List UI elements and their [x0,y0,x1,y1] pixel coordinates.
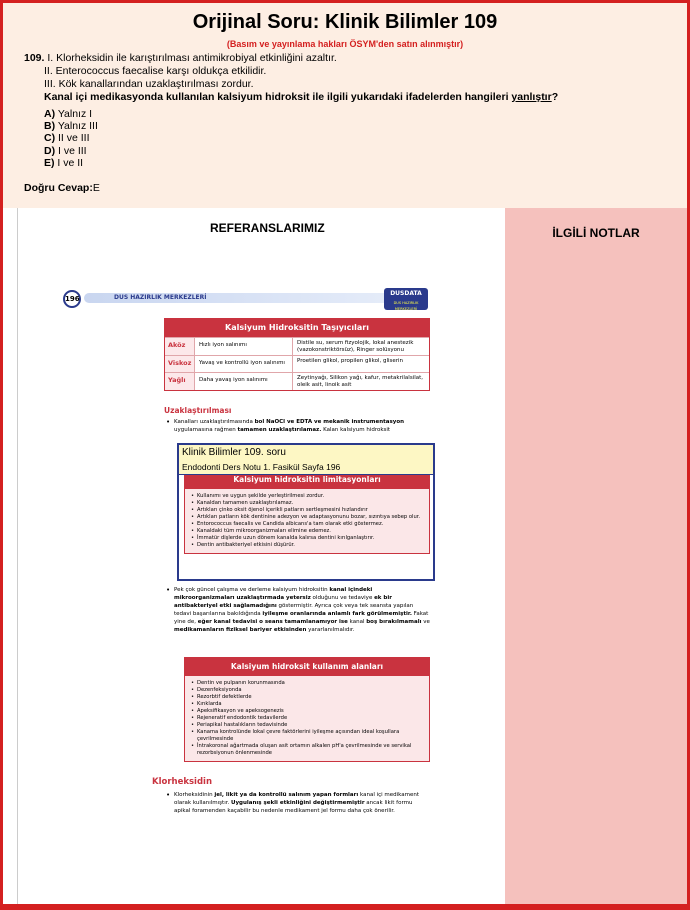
statement-3: III. Kök kanallarından uzaklaştırılması zordur. [44,78,254,90]
removal-paragraph: • Kanalları uzaklaştırılmasında bol NaOCl ve EDTA ve mekanik instrumentasyon uygulamasına rağmen tamamen uzaklaştırılamaz. Kalan kalsiyum hidroksit [174,418,430,434]
list-item: • Kullanımı ve uygun şekilde yerleştirilmesi zordur. [197,493,421,500]
question-panel [3,3,687,208]
option-a: A) Yalnız I [44,108,93,120]
list-item: • Kanama kontrolünde lokal çevre faktörlerini iyileşme açısından ideal koşullara çevrilmesinde [197,729,421,743]
answer-options [44,108,98,169]
limitations-table-title: Kalsiyum hidroksitin limitasyonları [185,471,429,489]
list-item: • Apeksifikasyon ve apeksogenezis [197,708,421,715]
list-item: • Kırıklarda [197,701,421,708]
book-page-number: 196 [63,290,81,308]
carriers-table [164,318,430,391]
dusdata-logo: DUSDATA DUS HAZIRLIK MERKEZLERİ [384,288,428,310]
option-d: D) I ve III [44,144,87,157]
list-item: • Artıkları çinko oksit öjenol içerikli patların sertleşmesini hızlandırır [197,507,421,514]
reference-book-page [60,283,440,843]
correct-answer: Doğru Cevap:E [24,182,100,194]
table-row: Aköz Hızlı iyon salınımı Distile su, serum fizyolojik, lokal anestezik (vazokonstriktörsüz), Ringer solüsyonu [165,337,429,355]
option-b: B) Yalnız III [44,120,98,133]
usage-table [184,657,430,762]
notes-title: İLGİLİ NOTLAR [552,226,640,240]
list-item: • Dentin ve pulpanın korunmasında [197,680,421,687]
list-item: • Dezenfeksiyonda [197,687,421,694]
underlined-word: yanlıştır [511,91,552,103]
page-title: Orijinal Soru: Klinik Bilimler 109 [192,11,498,33]
notes-panel [505,208,687,904]
references-title: REFERANSLARIMIZ [210,221,325,235]
highlight-box [177,443,435,581]
list-item: • Kanaldaki tüm mikroorganizmaları elimine edemez. [197,528,421,535]
chlorhexidine-paragraph: • Klorheksidinin jel, likit ya da kontrollü salınım yapan formları kanal içi medikament olarak kullanılmıştır. Uygulanış şekli etkinliğini değiştirmemiştir ancak likit formu apikal foramenden kaçabilir bu nedenle medikament jel formu daha çok önerilir. [174,791,430,815]
section-removal-heading: Uzaklaştırılması [164,406,232,415]
table-row: Viskoz Yavaş ve kontrollü iyon salınımı Proetilen glikol, propilen glikol, gliserin [165,355,429,372]
list-item: • Rezorbtif defektlerde [197,694,421,701]
question-stem: Kanal içi medikasyonda kullanılan kalsiyum hidroksit ile ilgili yukarıdaki ifadelerden hangileri yanlıştır? [44,91,559,103]
reference-note-source: Endodonti Ders Notu 1. Fasikül Sayfa 196 [182,462,341,472]
usage-table-title: Kalsiyum hidroksit kullanım alanları [185,658,429,676]
list-item: • Periapikal hastalıkların tedavisinde [197,722,421,729]
option-e: E) I ve II [44,156,84,169]
option-c: C) II ve III [44,132,90,145]
section-chlorhexidine-heading: Klorheksidin [152,777,213,787]
list-item: • Dentin antibakteriyel etkisini düşürür. [197,542,421,549]
statement-2: II. Enterococcus faecalise karşı oldukça etkilidir. [44,65,267,77]
list-item: • İntrakoronal ağartmada oluşan asit ortamın alkalen pH'a çevrilmesinde ve servikal rezorbsiyonun önlenmesinde [197,743,421,757]
book-header-bar [84,293,394,303]
carriers-table-title: Kalsiyum Hidroksitin Taşıyıcıları [165,319,429,337]
efficacy-paragraph: • Pek çok güncel çalışma ve derleme kalsiyum hidroksitin kanal içindeki mikroorganizmaları uzaklaştırmada yetersiz olduğunu ve tedaviye ek bir antibakteriyel etki sağlamadığını göstermiştir. Ayrıca çok veya tek seansta yapılan tedavi başarılarına bakıldığında iyileşme oranlarında anlamlı fark görülmemiştir. Fakat yine de, eğer kanal tedavisi o seans tamamlanamıyor ise kanal boş bırakılmamalı ve medikamanların fiziksel bariyer etkisinden yararlanılmalıdır. [174,586,430,634]
table-row: Yağlı Daha yavaş iyon salınımı Zeytinyağı, Silikon yağı, kafur, metakrilalsilat, oleik asit, linoik asit [165,372,429,390]
question-block [24,52,674,104]
list-item: • İmmatür dişlerde uzun dönem kanalda kalırsa dentini kırılganlaştırır. [197,535,421,542]
book-header-text: DUS HAZIRLIK MERKEZLERİ [114,294,207,301]
left-divider [17,208,18,904]
list-item: • Rejeneratif endodontik tedavilerde [197,715,421,722]
list-item: • Artıkları patların kök dentinine adezyon ve adaptasyonunu bozar, sızıntıya sebep olur. [197,514,421,521]
list-item: • Entorococcus faecalis ve Candida albicans'a tam olarak etki göstermez. [197,521,421,528]
question-number: 109. [24,52,45,64]
list-item: • Kanaldan tamamen uzaklaştırılamaz. [197,500,421,507]
reference-note [179,445,433,475]
statement-1: I. Klorheksidin ile karıştırılması antimikrobiyal etkinliğini azaltır. [47,52,337,64]
reference-note-title: Klinik Bilimler 109. soru [182,447,286,458]
copyright-note: (Basım ve yayınlama hakları ÖSYM'den satın alınmıştır) [226,39,464,49]
